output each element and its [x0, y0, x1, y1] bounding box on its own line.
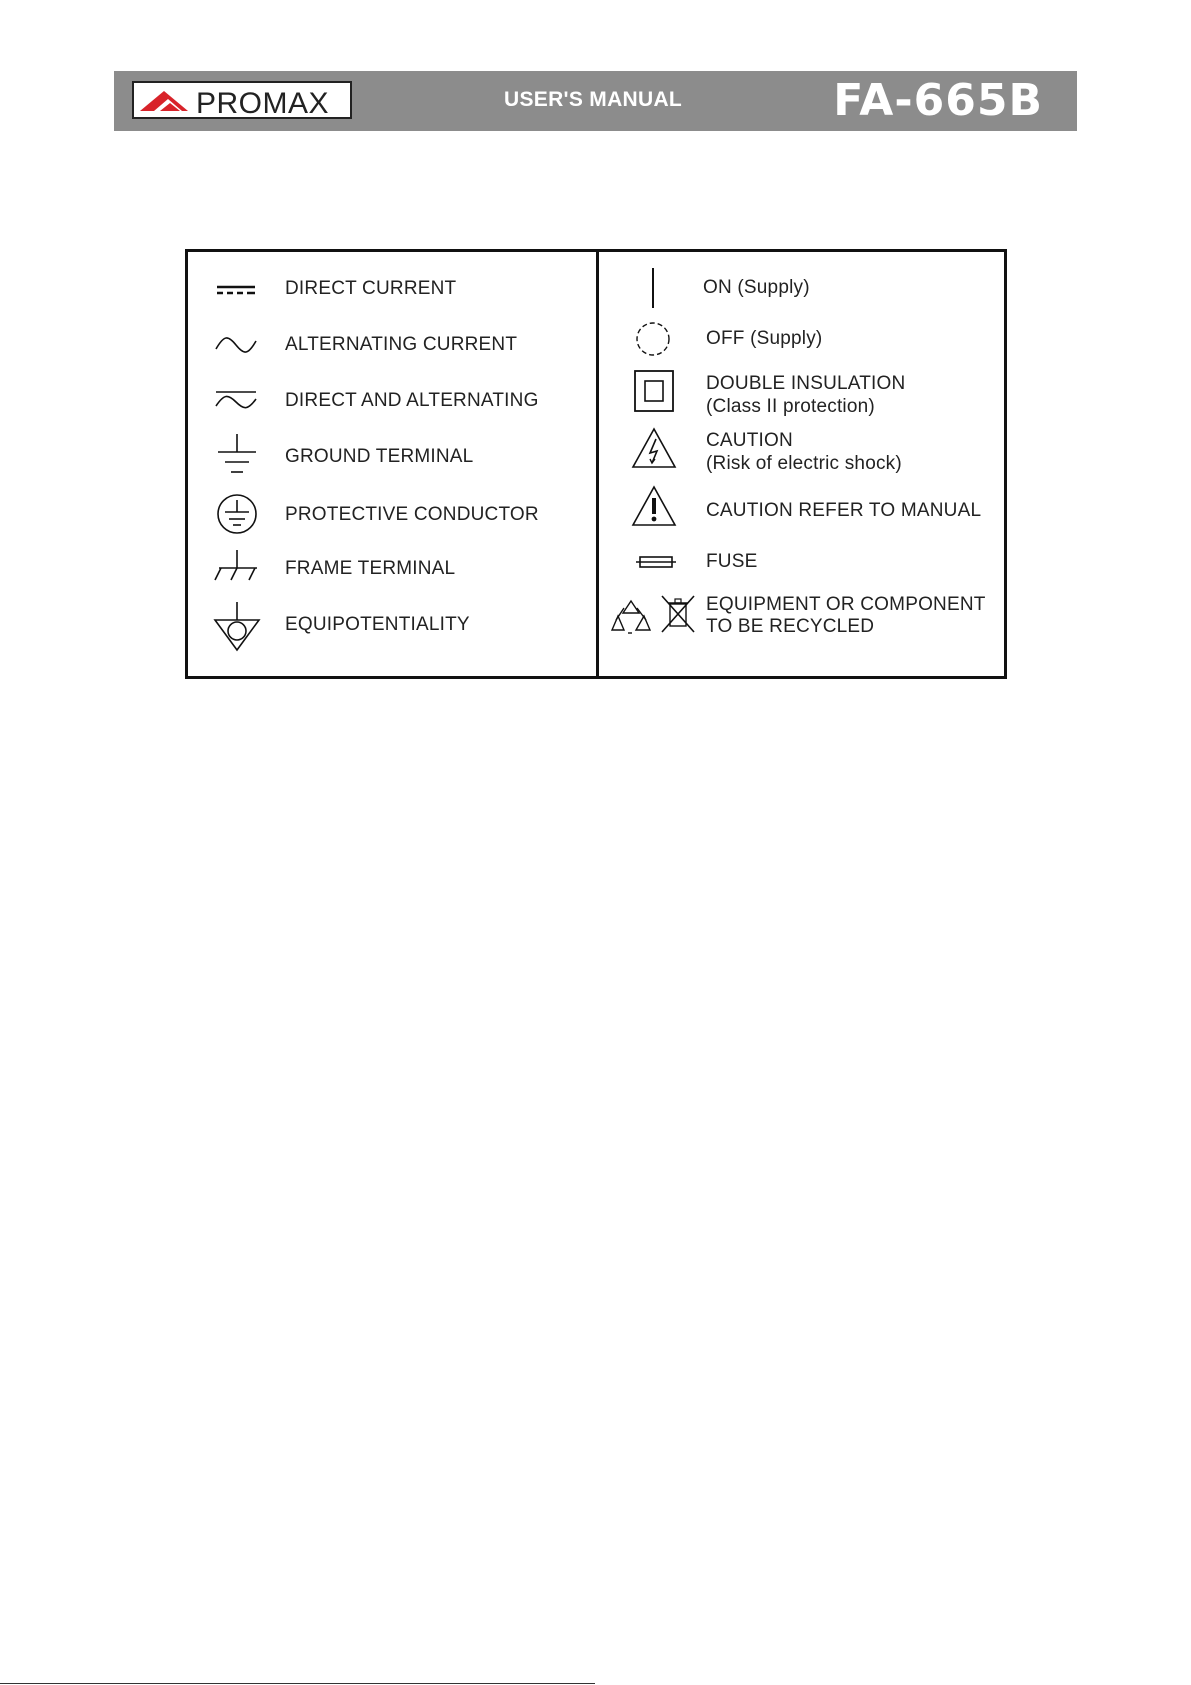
symbol-label: EQUIPOTENTIALITY — [285, 614, 470, 635]
double-insulation-icon — [633, 369, 675, 413]
symbol-label: DIRECT CURRENT — [285, 278, 457, 299]
protective-conductor-icon — [215, 492, 259, 536]
equipotentiality-icon — [213, 600, 261, 654]
ground-terminal-icon — [216, 432, 258, 476]
symbol-label: CAUTION REFER TO MANUAL — [706, 500, 982, 521]
symbol-label: OFF (Supply) — [706, 328, 823, 349]
symbol-label: ALTERNATING CURRENT — [285, 334, 518, 355]
symbol-label: ON (Supply) — [703, 277, 810, 298]
frame-terminal-icon — [213, 548, 261, 582]
symbol-label: PROTECTIVE CONDUCTOR — [285, 504, 539, 525]
crossed-bin-icon — [660, 594, 696, 634]
symbol-sublabel: (Risk of electric shock) — [706, 453, 902, 474]
electric-shock-warning-icon — [631, 427, 677, 469]
direct-and-alternating-icon — [214, 389, 258, 411]
symbol-label: FUSE — [706, 551, 758, 572]
column-divider — [596, 252, 599, 676]
off-supply-icon — [634, 320, 672, 358]
caution-warning-icon — [631, 485, 677, 527]
alternating-current-icon — [214, 335, 258, 355]
symbol-label: GROUND TERMINAL — [285, 446, 474, 467]
brand-name: PROMAX — [196, 87, 330, 120]
page-header — [114, 71, 1077, 131]
brand-logo — [132, 81, 352, 119]
on-supply-icon — [650, 266, 656, 310]
symbol-label: FRAME TERMINAL — [285, 558, 456, 579]
symbols-table — [185, 249, 1007, 679]
footer-rule — [0, 1683, 595, 1684]
symbol-label: DIRECT AND ALTERNATING — [285, 390, 539, 411]
symbol-sublabel: TO BE RECYCLED — [706, 616, 875, 637]
symbol-sublabel: (Class II protection) — [706, 396, 875, 417]
model-name: FA-665B — [833, 75, 1043, 126]
direct-current-icon — [215, 283, 257, 297]
doc-title: USER'S MANUAL — [504, 88, 683, 111]
symbol-label: CAUTION — [706, 430, 793, 451]
fuse-icon — [636, 555, 676, 569]
symbol-label: DOUBLE INSULATION — [706, 373, 906, 394]
symbol-label: EQUIPMENT OR COMPONENT — [706, 594, 986, 615]
brand-logo-icon — [138, 89, 194, 113]
recycle-icon — [610, 598, 652, 636]
